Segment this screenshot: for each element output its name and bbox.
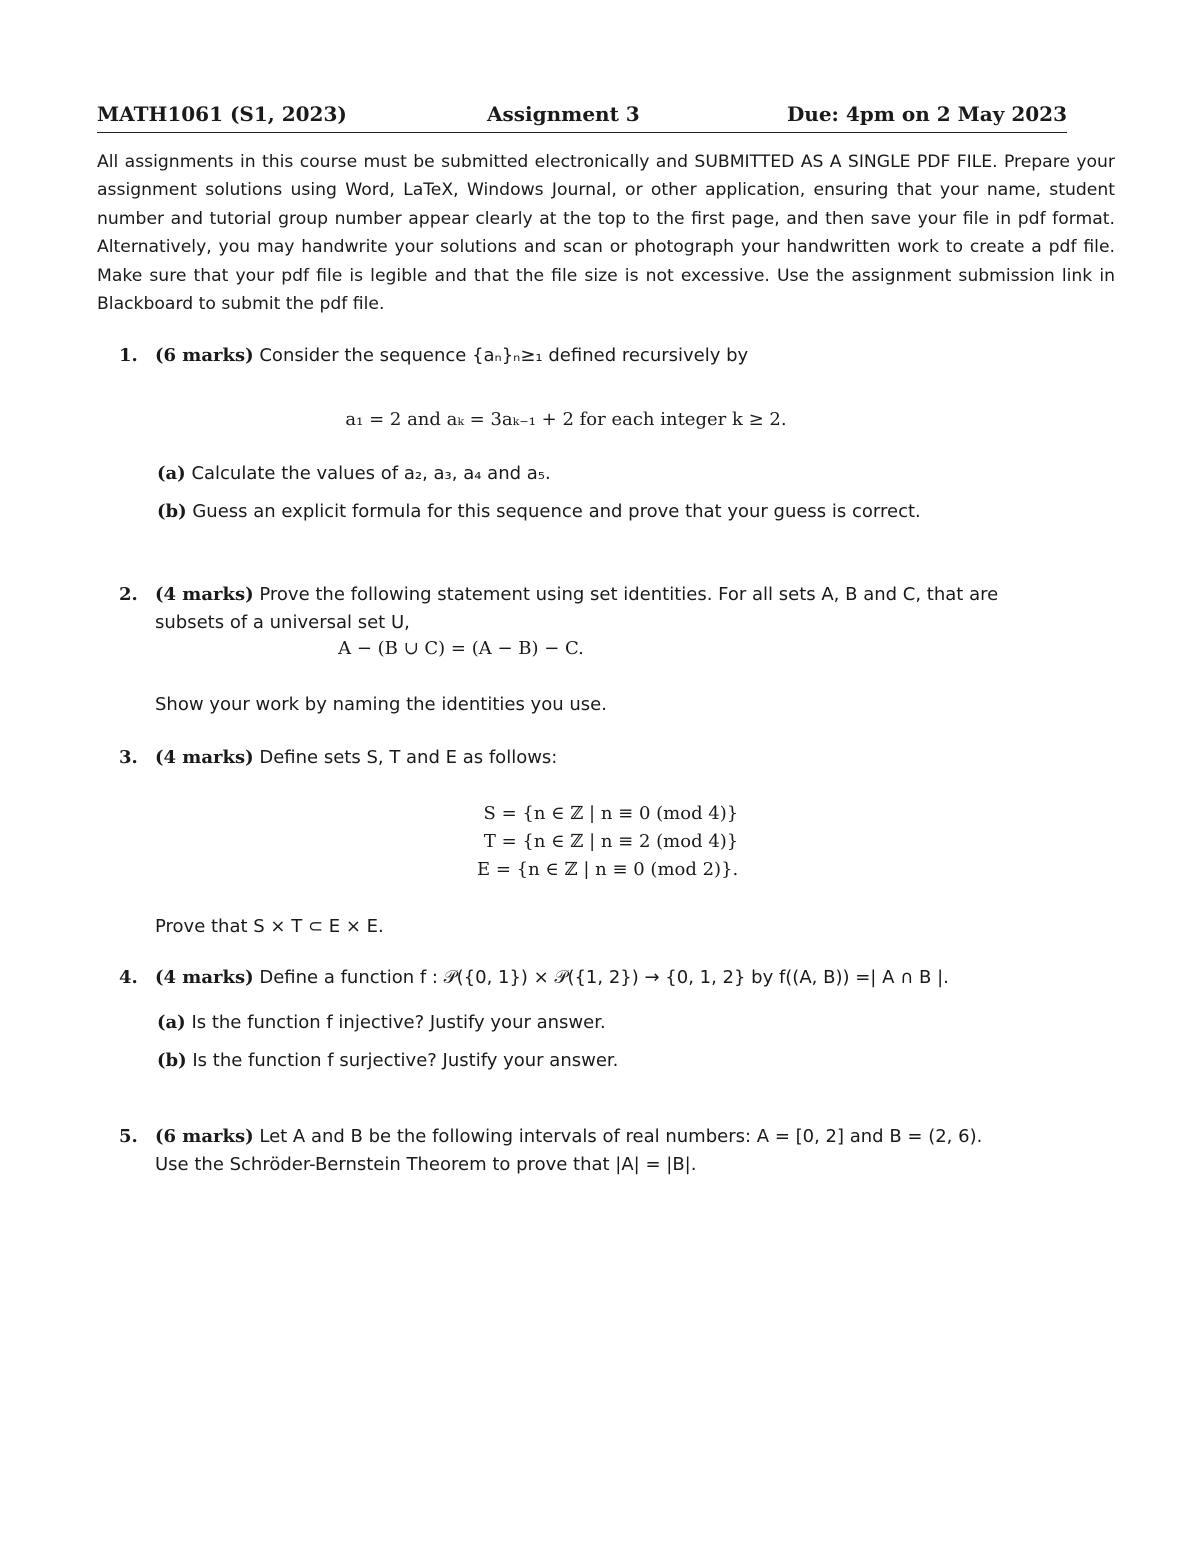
due-date: Due: 4pm on 2 May 2023 [786,102,1067,126]
question-text: Consider the sequence {aₙ}ₙ≥₁ defined recursively by [259,345,749,366]
question-marks: (6 marks) [155,345,254,366]
part-label: (a) [157,1012,186,1033]
question-number: 1. [119,345,138,366]
set-t-definition: T = {n ∈ ℤ | n ≡ 2 (mod 4)} [483,831,739,852]
question-text: Define sets S, T and E as follows: [259,747,558,768]
q3-prove-statement: Prove that S × T ⊂ E × E. [155,916,384,937]
assignment-title: Assignment 3 [487,102,640,126]
question-number: 2. [119,584,138,605]
question-number: 5. [119,1126,138,1147]
q4-part-b [157,1050,618,1071]
q1-formula: a₁ = 2 and aₖ = 3aₖ₋₁ + 2 for each integer k ≥ 2. [345,409,787,430]
set-s-definition: S = {n ∈ ℤ | n ≡ 0 (mod 4)} [483,803,739,824]
question-text-line3: Show your work by naming the identities you use. [155,694,607,715]
question-text: Prove the following statement using set identities. For all sets A, B and C, that are [259,584,999,605]
q1-part-b [157,501,921,522]
question-marks: (4 marks) [155,747,254,768]
part-label: (a) [157,463,186,484]
question-text-line2: subsets of a universal set U, [155,612,410,633]
header [97,102,1067,133]
part-label: (b) [157,501,187,522]
part-text: Calculate the values of a₂, a₃, a₄ and a₅. [191,463,551,484]
q4-part-a [157,1012,606,1033]
question-number: 3. [119,747,138,768]
q1-part-a [157,463,551,484]
set-e-definition: E = {n ∈ ℤ | n ≡ 0 (mod 2)}. [477,859,739,880]
question-text: Let A and B be the following intervals of real numbers: A = [0, 2] and B = (2, 6). [259,1126,983,1147]
question-marks: (4 marks) [155,584,254,605]
part-text: Is the function f injective? Justify your answer. [191,1012,606,1033]
q2-formula: A − (B ∪ C) = (A − B) − C. [338,638,584,659]
part-label: (b) [157,1050,187,1071]
part-text: Guess an explicit formula for this sequence and prove that your guess is correct. [192,501,921,522]
instructions-paragraph: All assignments in this course must be submitted electronically and SUBMITTED AS A SINGLE PDF FILE. Prepare your assignment solutions using Word, LaTeX, Windows Journal, or other application, ensuring that your name, student number and tutorial group number appear clearly at the top to the first page, and then save your file in pdf format. Alternatively, you may handwrite your solutions and scan or photograph your handwritten work to create a pdf file. Make sure that your pdf file is legible and that the file size is not excessive. Use the assignment submission link in Blackboard to submit the pdf file. [97,152,1115,315]
question-marks: (4 marks) [155,967,254,988]
part-text: Is the function f surjective? Justify your answer. [192,1050,619,1071]
question-text: Define a function f : 𝒫({0, 1}) × 𝒫({1, 2}) → {0, 1, 2} by f((A, B)) =| A ∩ B |. [259,967,949,988]
question-number: 4. [119,967,138,988]
question-text-line2: Use the Schröder-Bernstein Theorem to prove that |A| = |B|. [155,1154,697,1175]
question-marks: (6 marks) [155,1126,254,1147]
course-code: MATH1061 (S1, 2023) [97,102,347,126]
set-definitions [477,800,738,884]
